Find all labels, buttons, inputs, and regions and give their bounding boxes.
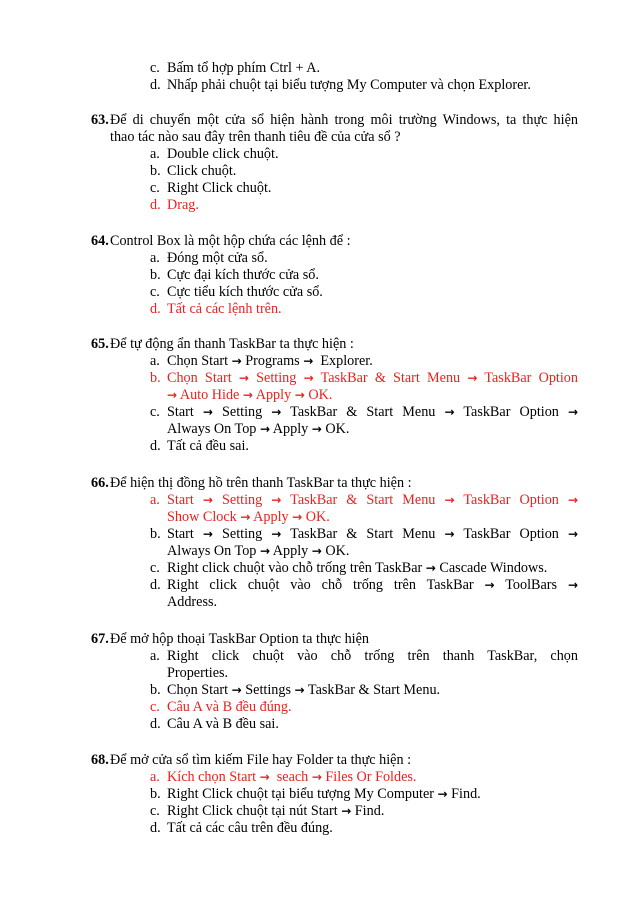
option-text: Cascade Windows. — [439, 560, 548, 576]
option-text: Show Clock — [167, 509, 237, 525]
option-text: TaskBar Option — [463, 526, 559, 542]
arrow-right-icon: → — [444, 493, 455, 507]
option-letter: b. — [150, 682, 161, 698]
question-line: Để mở hộp thoại TaskBar Option ta thực hiện — [110, 631, 370, 647]
arrow-right-icon: → — [259, 544, 270, 558]
option-text: TaskBar Option — [463, 404, 559, 420]
option-text: Apply — [253, 509, 289, 525]
option-letter: d. — [150, 301, 161, 317]
option-letter: a. — [150, 353, 160, 369]
arrow-right-icon: → — [240, 510, 251, 524]
question-64 — [0, 233, 638, 318]
option-c — [150, 803, 578, 820]
option-text: Cực tiểu kích thước cửa sổ. — [167, 284, 323, 300]
option-letter: d. — [150, 77, 161, 93]
option-b — [150, 682, 578, 699]
option-letter: a. — [150, 648, 160, 664]
option-letter: b. — [150, 526, 161, 542]
option-line: Address. — [167, 594, 218, 610]
option-text: Find. — [451, 786, 481, 802]
option-line — [167, 509, 578, 526]
option-text: Start — [167, 404, 194, 420]
arrow-right-icon: → — [231, 683, 242, 697]
option-c — [150, 404, 578, 438]
option-text: Settings — [245, 682, 291, 698]
option-letter: d. — [150, 438, 161, 454]
arrow-right-icon: → — [202, 527, 213, 541]
option-text: TaskBar & Start Menu — [320, 370, 461, 386]
arrow-right-icon: → — [294, 683, 305, 697]
arrow-right-icon: → — [567, 578, 578, 592]
option-text: Cực đại kích thước cửa sổ. — [167, 267, 319, 283]
arrow-right-icon: → — [202, 493, 213, 507]
option-d — [150, 77, 578, 94]
option-d — [150, 820, 578, 837]
arrow-right-icon: → — [292, 510, 303, 524]
option-text: Always On Top — [167, 543, 257, 559]
question-number: 65. — [91, 336, 109, 352]
option-b-correct — [150, 370, 578, 404]
question-line: Để mở cửa sổ tìm kiếm File hay Folder ta thực hiện : — [110, 752, 412, 768]
option-text: Tất cả các câu trên đều đúng. — [167, 820, 333, 836]
arrow-right-icon: → — [202, 405, 213, 419]
question-line: Để di chuyển một cửa sổ hiện hành trong môi trường Windows, ta thực hiện — [110, 112, 578, 128]
option-a-correct — [150, 769, 578, 786]
option-d-correct — [150, 197, 578, 214]
option-line — [167, 370, 578, 387]
question-text — [91, 112, 578, 146]
arrow-right-icon: → — [425, 561, 436, 575]
question-number: 68. — [91, 752, 109, 768]
option-c — [150, 284, 578, 301]
arrow-right-icon: → — [311, 544, 322, 558]
arrow-right-icon: → — [341, 804, 352, 818]
option-text: Tất cả các lệnh trên. — [167, 301, 282, 317]
arrow-right-icon: → — [467, 371, 478, 385]
option-text: Setting — [222, 492, 263, 508]
arrow-right-icon: → — [259, 770, 270, 784]
option-c — [150, 60, 578, 77]
question-65 — [0, 336, 638, 455]
option-letter: b. — [150, 370, 161, 386]
option-text: Tất cả đều sai. — [167, 438, 249, 454]
option-text: Chọn Start — [167, 353, 229, 369]
option-text: OK. — [325, 543, 350, 559]
question-number: 64. — [91, 233, 109, 249]
option-text: Câu A và B đều đúng. — [167, 699, 292, 715]
option-text: Câu A và B đều sai. — [167, 716, 279, 732]
option-text: Click chuột. — [167, 163, 237, 179]
option-a — [150, 353, 578, 370]
option-a — [150, 250, 578, 267]
option-text: Files Or Foldes. — [325, 769, 417, 785]
arrow-right-icon: → — [303, 371, 314, 385]
option-c — [150, 560, 578, 577]
arrow-right-icon: → — [259, 422, 270, 436]
question-line: Control Box là một hộp chứa các lệnh để : — [110, 233, 351, 249]
option-text: Start — [167, 526, 194, 542]
option-letter: c. — [150, 60, 160, 76]
option-b — [150, 526, 578, 560]
question-67 — [0, 631, 638, 733]
option-text: Explorer. — [320, 353, 373, 369]
option-line — [167, 577, 578, 594]
option-text: Setting — [222, 526, 263, 542]
option-text: TaskBar Option — [484, 370, 578, 386]
option-text: TaskBar & Start Menu — [290, 404, 436, 420]
option-letter: a. — [150, 250, 160, 266]
question-number: 63. — [91, 112, 109, 128]
option-letter: c. — [150, 180, 160, 196]
option-text: Chọn Start — [167, 682, 229, 698]
option-a — [150, 648, 578, 682]
option-text: Right click chuột vào chỗ trống trên TaskBar — [167, 577, 474, 593]
option-letter: a. — [150, 146, 160, 162]
question-text — [91, 233, 578, 250]
arrow-right-icon: → — [567, 405, 579, 419]
arrow-right-icon: → — [444, 527, 455, 541]
option-letter: c. — [150, 404, 160, 420]
arrow-right-icon: → — [311, 422, 322, 436]
option-d — [150, 716, 578, 733]
option-a-correct — [150, 492, 578, 526]
arrow-right-icon: → — [437, 787, 448, 801]
option-text: OK. — [305, 509, 330, 525]
arrow-right-icon: → — [484, 578, 495, 592]
option-text: TaskBar & Start Menu — [290, 492, 436, 508]
arrow-right-icon: → — [167, 388, 178, 402]
arrow-right-icon: → — [444, 405, 455, 419]
option-line — [167, 492, 578, 509]
arrow-right-icon: → — [567, 493, 579, 507]
option-line — [167, 404, 578, 421]
option-line — [167, 543, 578, 560]
option-letter: a. — [150, 769, 160, 785]
option-text: Right Click chuột tại biểu tượng My Computer — [167, 786, 434, 802]
arrow-right-icon: → — [294, 388, 305, 402]
option-b — [150, 163, 578, 180]
option-letter: d. — [150, 197, 161, 213]
option-letter: b. — [150, 267, 161, 283]
option-d — [150, 438, 578, 455]
arrow-right-icon: → — [238, 371, 249, 385]
option-a — [150, 146, 578, 163]
arrow-right-icon: → — [271, 493, 282, 507]
question-line: Để hiện thị đồng hồ trên thanh TaskBar ta thực hiện : — [110, 475, 412, 491]
option-c — [150, 180, 578, 197]
arrow-right-icon: → — [303, 354, 314, 368]
option-text: Nhấp phải chuột tại biểu tượng My Computer và chọn Explorer. — [167, 77, 531, 93]
option-c-correct — [150, 699, 578, 716]
option-text: Apply — [272, 543, 309, 559]
option-text: OK. — [325, 421, 350, 437]
option-line — [167, 526, 578, 543]
question-text — [91, 475, 578, 492]
arrow-right-icon: → — [231, 354, 242, 368]
question-63 — [0, 112, 638, 214]
option-letter: c. — [150, 284, 160, 300]
option-text: Bấm tổ hợp phím Ctrl + A. — [167, 60, 321, 76]
option-d-correct — [150, 301, 578, 318]
option-text: OK. — [308, 387, 333, 403]
question-text — [91, 336, 578, 353]
option-text: Right Click chuột tại nút Start — [167, 803, 338, 819]
option-text: TaskBar Option — [463, 492, 559, 508]
option-text: Kích chọn Start — [167, 769, 257, 785]
option-letter: b. — [150, 163, 161, 179]
option-letter: b. — [150, 786, 161, 802]
option-text: Right Click chuột. — [167, 180, 272, 196]
arrow-right-icon: → — [271, 527, 282, 541]
option-text: Setting — [256, 370, 297, 386]
option-line — [167, 387, 578, 404]
question-number: 66. — [91, 475, 109, 491]
option-line — [167, 421, 578, 438]
option-letter: d. — [150, 820, 161, 836]
option-b — [150, 786, 578, 803]
question-number: 67. — [91, 631, 109, 647]
question-68 — [0, 752, 638, 837]
option-letter: d. — [150, 577, 161, 593]
option-letter: d. — [150, 716, 161, 732]
option-text: Find. — [354, 803, 385, 819]
arrow-right-icon: → — [311, 770, 322, 784]
option-text: Apply — [272, 421, 309, 437]
arrow-right-icon: → — [567, 527, 579, 541]
option-text: Programs — [245, 353, 300, 369]
option-text: Setting — [222, 404, 263, 420]
question-line: Để tự động ẩn thanh TaskBar ta thực hiện : — [110, 336, 354, 352]
option-text: Apply — [255, 387, 292, 403]
option-text: TaskBar & Start Menu. — [307, 682, 441, 698]
option-letter: a. — [150, 492, 160, 508]
option-line: Right click chuột vào chỗ trống trên thanh TaskBar, chọn — [167, 648, 578, 664]
question-66 — [0, 475, 638, 611]
option-text: Always On Top — [167, 421, 257, 437]
option-text: Drag. — [167, 197, 199, 213]
option-letter: c. — [150, 560, 160, 576]
arrow-right-icon: → — [242, 388, 253, 402]
previous-question-options — [0, 60, 638, 94]
option-letter: c. — [150, 803, 160, 819]
option-text: Double click chuột. — [167, 146, 279, 162]
option-letter: c. — [150, 699, 160, 715]
question-text — [91, 631, 578, 648]
question-text — [91, 752, 578, 769]
option-b — [150, 267, 578, 284]
option-text: Đóng một cửa sổ. — [167, 250, 268, 266]
option-text: seach — [276, 769, 309, 785]
option-text: TaskBar & Start Menu — [290, 526, 436, 542]
option-text: Chọn Start — [167, 370, 232, 386]
option-text: Start — [167, 492, 194, 508]
option-line: Properties. — [167, 665, 229, 681]
question-line: thao tác nào sau đây trên thanh tiêu đề của cửa sổ ? — [110, 129, 401, 145]
option-text: ToolBars — [505, 577, 558, 593]
arrow-right-icon: → — [271, 405, 282, 419]
option-text: Right click chuột vào chỗ trống trên TaskBar — [167, 560, 423, 576]
option-text: Auto Hide — [179, 387, 240, 403]
option-d — [150, 577, 578, 611]
